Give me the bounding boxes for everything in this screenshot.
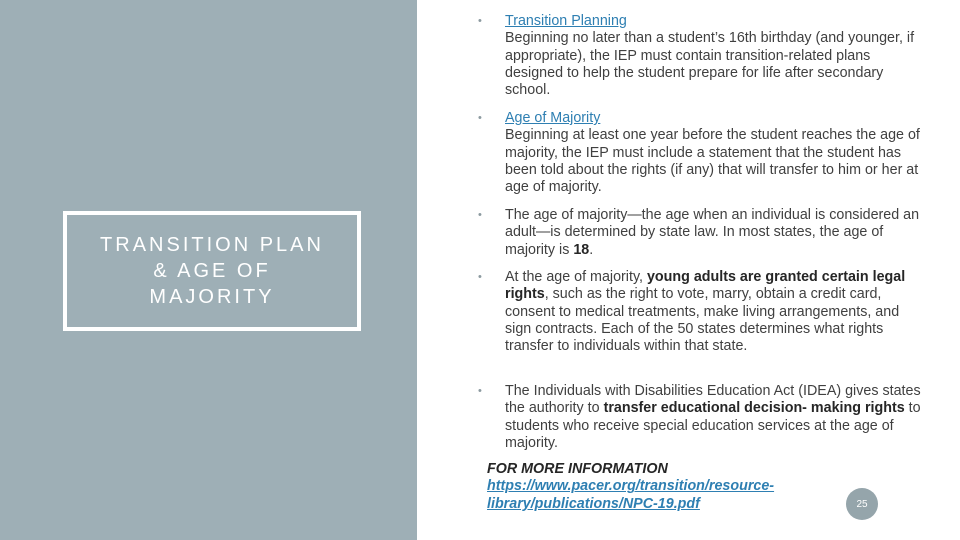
bullet-text: The age of majority—the age when an individual is considered an adult—is determined by state law. In most states, the age of majority is 18.: [505, 207, 920, 258]
bullet-dot-icon: •: [478, 385, 482, 397]
bullet-dot-icon: •: [478, 15, 482, 27]
bullet-text: Beginning no later than a student’s 16th birthday (and younger, if appropriate), the IEP must contain transition-related plans designed to help the student prepare for life after secondary school.: [505, 30, 915, 99]
bullet-legal-rights: [478, 269, 928, 355]
page-number-badge: 25: [846, 488, 878, 520]
bullet-age-of-majority: [478, 110, 928, 196]
bullet-age-definition: [478, 207, 928, 259]
more-info-link[interactable]: https://www.pacer.org/transition/resource-library/publications/NPC-19.pdf: [487, 478, 775, 512]
bullet-dot-icon: •: [478, 112, 482, 124]
bullet-idea: [478, 383, 928, 452]
bold-text: young adults are granted certain legal rights: [505, 269, 906, 303]
bullet-dot-icon: •: [478, 271, 482, 283]
transition-planning-link[interactable]: Transition Planning: [505, 13, 627, 29]
title-line: TRANSITION PLAN: [100, 234, 324, 256]
bullet-text: At the age of majority, young adults are granted certain legal rights, such as the right to vote, marry, obtain a credit card, consent to medical treatments, make living arrangements, and sign contracts. Each of the 50 states determines what rights transfer to individuals within that state.: [505, 269, 906, 355]
bullet-transition-planning: [478, 13, 928, 99]
title-line: & AGE OF: [153, 260, 271, 282]
bullet-text: Beginning at least one year before the student reaches the age of majority, the IEP must include a statement that the student has been told about the rights (if any) that will transfer to him or her at age of majority.: [505, 127, 920, 196]
bold-text: transfer educational decision- making rights: [603, 400, 905, 417]
bullet-dot-icon: •: [478, 209, 482, 221]
more-info-label: FOR MORE INFORMATION: [487, 461, 668, 477]
title-line: MAJORITY: [149, 286, 275, 308]
age-of-majority-link[interactable]: Age of Majority: [505, 110, 601, 126]
bullet-text: The Individuals with Disabilities Education Act (IDEA) gives states the authority to transfer educational decision- making rights to students who receive special education services at the age of majority.: [505, 383, 921, 451]
bold-text: 18: [573, 241, 590, 258]
more-info: [487, 461, 827, 513]
